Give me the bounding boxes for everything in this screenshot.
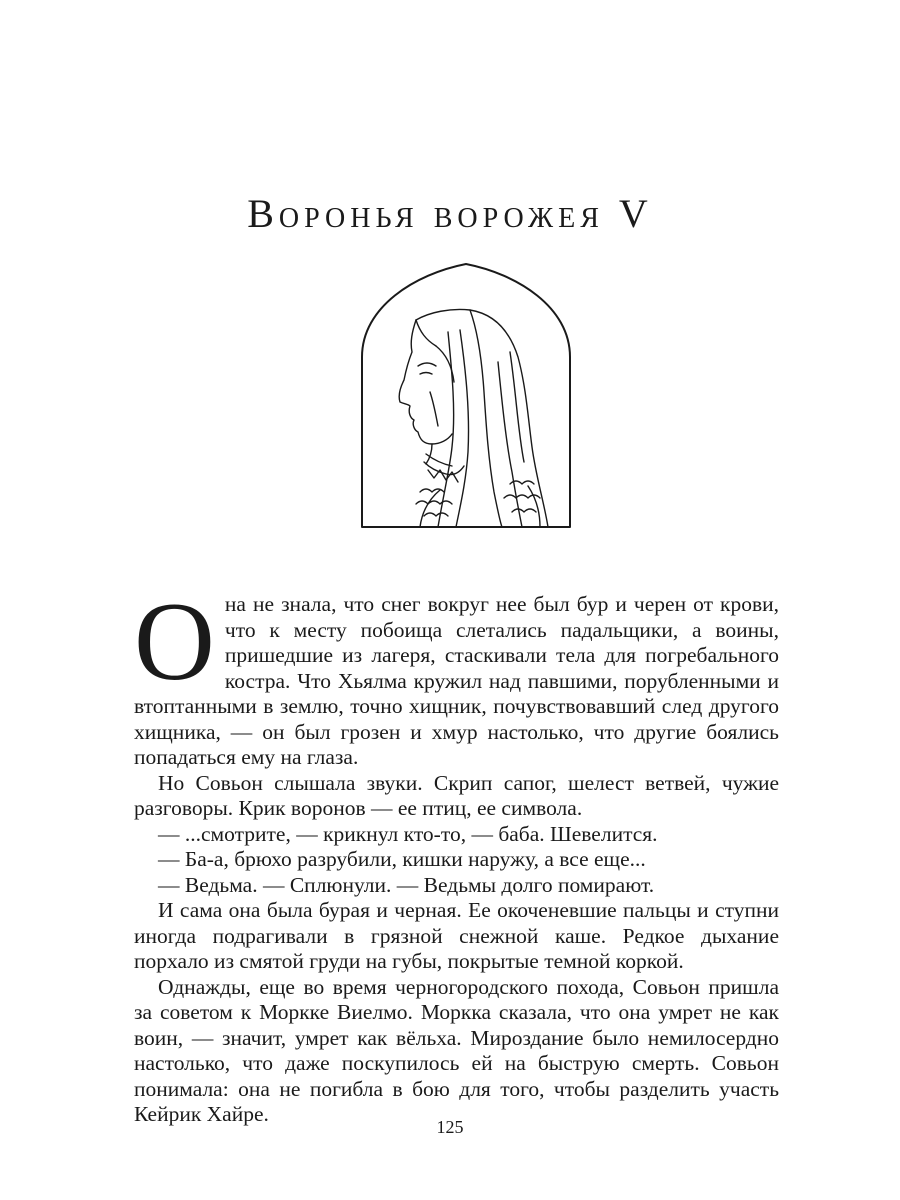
page-number: 125 xyxy=(436,1117,464,1137)
dialogue-line: — Ба-а, брюхо разрубили, кишки наружу, а все еще... xyxy=(158,847,646,871)
chapter-text xyxy=(134,580,779,1128)
drop-cap: О xyxy=(134,580,215,704)
paragraph xyxy=(134,580,779,771)
hooded-woman-portrait-icon xyxy=(360,262,572,529)
dialogue-line: — ...смотрите, — крикнул кто-то, — баба. Шевелится. xyxy=(158,821,658,846)
paragraph: Но Совьон слышала звуки. Скрип сапог, шелест ветвей, чужие разговоры. Крик воронов — ее птиц, ее символа. xyxy=(134,770,779,820)
chapter-title: Воронья ворожея V xyxy=(247,191,653,236)
paragraph: Однажды, еще во время черногородского похода, Совьон пришла за советом к Моркке Виелмо. Моркка сказала, что она умрет не как воин, — значит, умрет как вёльха. Мироздание было немилосердно настолько, что даже поскупилось ей на быструю смерть. Совьон понимала: она не погибла в бою для того, чтобы разделить участь Кейрик Хайре. xyxy=(134,974,779,1126)
paragraph-text: на не знала, что снег вокруг нее был бур и черен от крови, что к месту побоища слетались падальщики, а воины, пришедшие из лагеря, стаскивали тела для погребального костра. Что Хьялма кружил над павшими, порубленными и втоптанными в землю, точно хищник, почувствовавший след другого хищника, — он был грозен и хмур настолько, что другие боялись попадаться ему на глаза. xyxy=(134,592,779,769)
paragraph: И сама она была бурая и черная. Ее окоченевшие пальцы и ступни иногда подрагивали в грязной снежной каше. Редкое дыхание порхало из смятой груди на губы, покрытые темной коркой. xyxy=(134,898,779,973)
dialogue-line: — Ведьма. — Сплюнули. — Ведьмы долго помирают. xyxy=(158,872,655,897)
